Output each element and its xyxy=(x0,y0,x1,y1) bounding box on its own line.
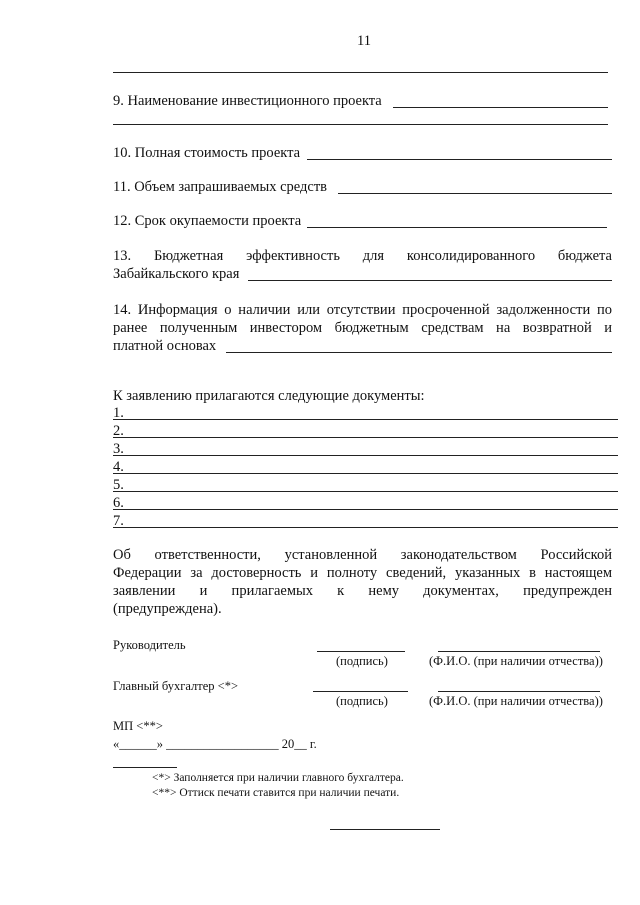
head-label: Руководитель xyxy=(113,638,186,652)
attachment-number: 3. xyxy=(113,441,124,457)
attachment-line[interactable] xyxy=(113,419,618,420)
head-name-field[interactable] xyxy=(438,651,600,652)
date-line[interactable]: «______» __________________ 20__ г. xyxy=(113,737,317,751)
page-number: 11 xyxy=(357,33,371,49)
attachment-number: 1. xyxy=(113,405,124,421)
attachment-number: 5. xyxy=(113,477,124,493)
footnote-1: <*> Заполняется при наличии главного бухгалтера. xyxy=(152,772,404,784)
item-13-line-1: 13. Бюджетная эффективность для консолидированного бюджета xyxy=(113,248,612,264)
item-12-field[interactable] xyxy=(307,227,607,228)
attachment-number: 2. xyxy=(113,423,124,439)
name-caption: (Ф.И.О. (при наличии отчества)) xyxy=(429,654,603,668)
responsibility-line-3: заявлении и прилагаемых к нему документах, предупрежден xyxy=(113,583,612,599)
attachment-line[interactable] xyxy=(113,473,618,474)
attachment-line[interactable] xyxy=(113,455,618,456)
item-11-field[interactable] xyxy=(338,193,612,194)
signature-caption: (подпись) xyxy=(336,694,388,708)
responsibility-line-2: Федерации за достоверность и полноту сведений, указанных в настоящем xyxy=(113,565,612,581)
item-10-field[interactable] xyxy=(307,159,612,160)
item-14-line-2: ранее полученным инвестором бюджетным средствам на возвратной и xyxy=(113,320,612,336)
responsibility-line-4: (предупреждена). xyxy=(113,601,222,617)
attachment-number: 4. xyxy=(113,459,124,475)
item-9-field[interactable] xyxy=(393,107,608,108)
item-14-line-1: 14. Информация о наличии или отсутствии просроченной задолженности по xyxy=(113,302,612,318)
head-signature-field[interactable] xyxy=(317,651,405,652)
attachment-number: 6. xyxy=(113,495,124,511)
attachment-line[interactable] xyxy=(113,527,618,528)
attachment-line[interactable] xyxy=(113,491,618,492)
item-13-field[interactable] xyxy=(248,280,612,281)
blank-line[interactable] xyxy=(113,72,608,73)
attachment-number: 7. xyxy=(113,513,124,529)
end-separator xyxy=(330,829,440,830)
accountant-signature-field[interactable] xyxy=(313,691,408,692)
attachment-line[interactable] xyxy=(113,509,618,510)
item-11-label: 11. Объем запрашиваемых средств xyxy=(113,179,328,195)
accountant-name-field[interactable] xyxy=(438,691,600,692)
item-14-line-3: платной основах xyxy=(113,338,217,354)
attachment-line[interactable] xyxy=(113,437,618,438)
item-12-label: 12. Срок окупаемости проекта xyxy=(113,213,302,229)
attachments-heading: К заявлению прилагаются следующие документы: xyxy=(113,388,425,404)
item-9-label: 9. Наименование инвестиционного проекта xyxy=(113,93,382,109)
name-caption: (Ф.И.О. (при наличии отчества)) xyxy=(429,694,603,708)
signature-caption: (подпись) xyxy=(336,654,388,668)
accountant-label: Главный бухгалтер <*> xyxy=(113,679,239,693)
responsibility-line-1: Об ответственности, установленной законодательством Российской xyxy=(113,547,612,563)
item-13-line-2: Забайкальского края xyxy=(113,266,240,282)
item-10-label: 10. Полная стоимость проекта xyxy=(113,145,301,161)
stamp-label: МП <**> xyxy=(113,719,163,733)
footnote-separator xyxy=(113,767,177,768)
item-14-field[interactable] xyxy=(226,352,612,353)
item-9-field-continued[interactable] xyxy=(113,124,608,125)
footnote-2: <**> Оттиск печати ставится при наличии печати. xyxy=(152,787,400,799)
